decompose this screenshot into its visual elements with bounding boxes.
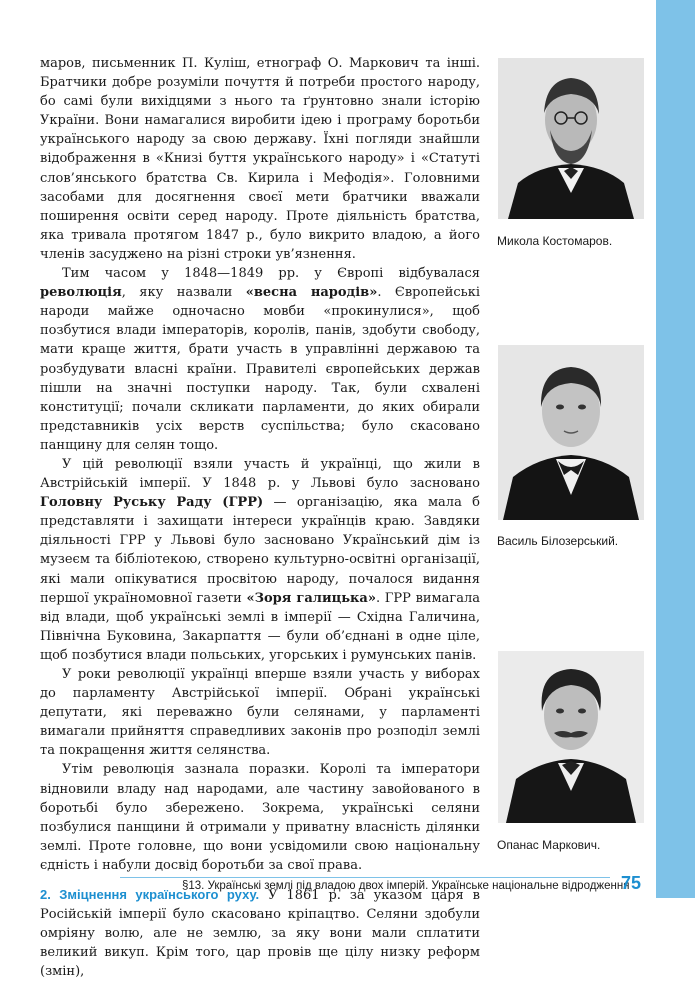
paragraph-4: У роки революції українці вперше взяли участь у виборах до парламенту Австрійської імперії. Обрані українські депутати, які переважно були селянами, у парламенті вимагали прийняття справедливих законів про розподіл землі та покращення життя селянства. xyxy=(40,667,480,759)
footer-text: §13. Українські землі під владою двох імперій. Українське національне відродження xyxy=(182,880,630,892)
section-2-text: У 1861 р. за указом царя в Російській імперії було скасовано кріпацтво. Селяни здобули омріяну волю, але не землю, за яку вони мали сплатити великий викуп. Крім того, цар провів ще цілу низку реформ (змін), xyxy=(40,888,480,980)
paragraph-2-part-d: . Європейські народи майже одночасно мовби «прокинулися», щоб позбутися влади імператорів, королів, панів, здобути свободу, мати краще життя, брати участь в управлінні державою та розбудувати власні країни. Правителі європейських держав пішли на значні поступки народу. Так, були схвалені конституції; почали скликати парламенти, до яких обирали представників усіх верств суспільства; було скасовано панщину для селян тощо. xyxy=(40,285,480,453)
paragraph-3-part-d: . ГРР вимагала від влади, щоб українські землі в імперії — Східна Галичина, Північна Буковина, Закарпаття — були об’єднані в одне ціле, щоб позбутися влади польських, угорських і румунських панів. xyxy=(40,590,480,663)
paragraph-2-part-a: Тим часом у 1848—1849 рр. у Європі відбувалася xyxy=(62,266,480,282)
paragraph-3 xyxy=(40,455,480,665)
section-2-heading: 2. Зміцнення українського руху. xyxy=(40,887,260,903)
portrait-markovych xyxy=(498,651,644,823)
main-text xyxy=(40,54,480,982)
term-grr: Головну Руську Раду (ГРР) xyxy=(40,495,264,511)
portrait-bilozerskyi xyxy=(498,345,644,520)
paragraph-3-part-c: — організацію, яка мала б представляти і захищати інтереси українців краю. Завдяки діяльності ГРР у Львові було засновано Український дім із музеєм та бібліотекою, створено культурно-освітні організації, які мали опікуватися просвітою народу, почалося видання першої україномовної газети xyxy=(40,495,480,606)
paragraph-2-part-c: , яку назвали xyxy=(121,285,246,301)
section-2-paragraph xyxy=(40,885,480,981)
caption-bilozerskyi: Василь Білозерський. xyxy=(497,534,619,548)
caption-markovych: Опанас Маркович. xyxy=(497,838,601,852)
term-spring-of-nations: «весна народів» xyxy=(245,285,378,301)
paragraph-2 xyxy=(40,264,480,455)
side-stripe xyxy=(656,0,695,898)
paragraph-3-part-a: У цій революції взяли участь й українці, що жили в Австрійській імперії. У 1848 р. у Львові було засновано xyxy=(40,456,480,492)
footer-divider xyxy=(120,877,610,878)
caption-kostomarov: Микола Костомаров. xyxy=(497,234,613,248)
term-revolution: революція xyxy=(40,285,122,301)
term-zoria-halytska: «Зоря галицька» xyxy=(246,590,376,606)
paragraph-1: маров, письменник П. Куліш, етнограф О. Маркович та інші. Братчики добре розуміли почуття й потреби простого народу, бо самі були вихідцями з нього та ґрунтовно знали історію України. Вони намагалися виробити ідею і програму боротьби українського народу за свою державу. Їхні погляди знайшли відображення в «Книзі буття українського народу» і «Статуті слов’янського братства Св. Кирила і Мефодія». Головними засобами для досягнення своєї мети братчики вважали поширення освіти серед народу. Проте діяльність братства, яка тривала протягом 1847 р., було викрито владою, а його членів засуджено на різні строки ув’язнення. xyxy=(40,56,480,262)
page-number: 75 xyxy=(621,873,642,893)
portrait-kostomarov xyxy=(498,58,644,219)
paragraph-5: Утім революція зазнала поразки. Королі та імператори відновили владу над народами, але частину завойованого в боротьбі було збережено. Зокрема, українські селяни позбулися панщини й отримали у приватну власність ділянки землі. Проте головне, що вони усвідомили свою національну єдність і набули досвід боротьби за свої права. xyxy=(40,762,480,873)
